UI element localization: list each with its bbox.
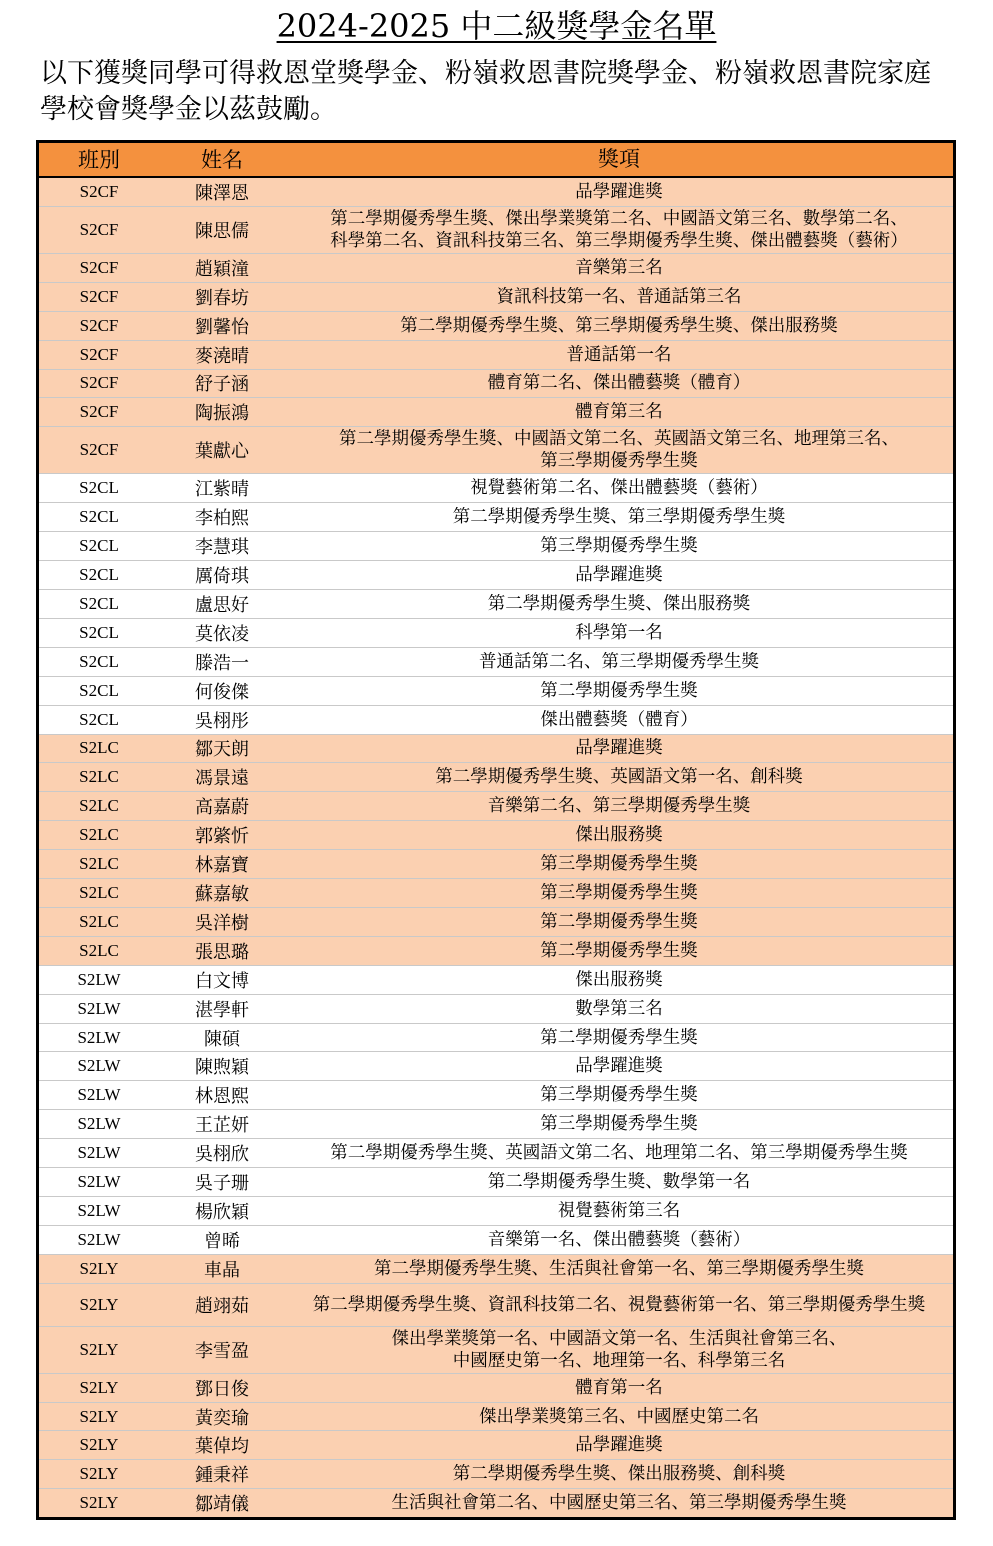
award-cell xyxy=(285,763,953,791)
table-row xyxy=(39,1197,953,1226)
class-cell: S2LW xyxy=(77,1229,121,1249)
award-cell xyxy=(285,370,953,398)
table-row xyxy=(39,207,953,254)
table-row xyxy=(39,178,953,207)
award-text: 普通話第一名 xyxy=(566,344,672,365)
class-cell: S2LW xyxy=(77,1143,121,1163)
student-name-cell: 趙穎潼 xyxy=(195,258,249,280)
award-cell xyxy=(285,1139,953,1167)
class-cell: S2CF xyxy=(79,315,119,335)
award-text: 第二學期優秀學生獎 xyxy=(540,680,698,701)
award-cell xyxy=(285,619,953,647)
table-row xyxy=(39,1374,953,1403)
award-text: 普通話第二名、第三學期優秀學生獎 xyxy=(479,651,759,672)
student-name-cell: 陳澤恩 xyxy=(195,182,249,204)
table-row xyxy=(39,1110,953,1139)
table-header-row xyxy=(39,143,953,178)
table-row xyxy=(39,792,953,821)
award-cell xyxy=(285,792,953,820)
class-cell: S2LC xyxy=(79,854,119,874)
award-text: 品學躍進獎 xyxy=(575,565,663,586)
award-text: 品學躍進獎 xyxy=(575,738,663,759)
table-row xyxy=(39,398,953,427)
award-text: 中國歷史第一名、地理第一名、科學第三名 xyxy=(452,1350,786,1371)
student-name-cell: 楊欣穎 xyxy=(195,1201,249,1223)
award-text: 科學第一名 xyxy=(575,622,663,643)
class-cell: S2LC xyxy=(79,825,119,845)
award-text: 傑出學業獎第一名、中國語文第一名、生活與社會第三名、 xyxy=(391,1328,847,1349)
table-row xyxy=(39,821,953,850)
award-cell xyxy=(285,1374,953,1402)
award-cell xyxy=(285,1168,953,1196)
award-cell xyxy=(285,283,953,311)
student-name-cell: 曾晞 xyxy=(204,1230,240,1252)
class-cell: S2CL xyxy=(79,565,119,585)
award-cell xyxy=(285,1431,953,1459)
class-cell: S2LW xyxy=(77,1200,121,1220)
class-cell: S2LY xyxy=(79,1258,119,1278)
table-row xyxy=(39,763,953,792)
class-cell: S2LY xyxy=(79,1464,119,1484)
class-cell: S2LW xyxy=(77,998,121,1018)
award-cell xyxy=(285,1197,953,1225)
student-name-cell: 陳思儒 xyxy=(195,220,249,242)
award-text: 第二學期優秀學生獎、英國語文第二名、地理第二名、第三學期優秀學生獎 xyxy=(330,1143,908,1164)
award-cell xyxy=(285,1284,953,1326)
student-name-cell: 莫依凌 xyxy=(195,623,249,645)
table-row xyxy=(39,1168,953,1197)
student-name-cell: 馮景遠 xyxy=(195,768,249,790)
award-cell xyxy=(285,398,953,426)
award-text: 品學躍進獎 xyxy=(575,181,663,202)
table-row xyxy=(39,908,953,937)
award-cell xyxy=(285,1024,953,1052)
table-row xyxy=(39,370,953,399)
award-cell xyxy=(285,1110,953,1138)
class-cell: S2LC xyxy=(79,940,119,960)
award-text: 音樂第一名、傑出體藝獎（藝術） xyxy=(487,1229,751,1250)
award-text: 第三學期優秀學生獎 xyxy=(540,536,698,557)
class-cell: S2LW xyxy=(77,1114,121,1134)
table-row xyxy=(39,561,953,590)
class-cell: S2LC xyxy=(79,796,119,816)
award-cell xyxy=(285,427,953,473)
award-text: 資訊科技第一名、普通話第三名 xyxy=(496,286,742,307)
table-row xyxy=(39,1327,953,1374)
table-row xyxy=(39,1139,953,1168)
award-text: 傑出服務獎 xyxy=(575,825,663,846)
class-cell: S2CL xyxy=(79,622,119,642)
award-cell xyxy=(285,966,953,994)
award-cell xyxy=(285,677,953,705)
table-row xyxy=(39,1403,953,1432)
award-text: 音樂第三名 xyxy=(575,257,663,278)
class-cell: S2LW xyxy=(77,1172,121,1192)
table-row xyxy=(39,1024,953,1053)
award-text: 第二學期優秀學生獎 xyxy=(540,1027,698,1048)
table-row xyxy=(39,648,953,677)
class-cell: S2CL xyxy=(79,478,119,498)
award-text: 傑出體藝獎（體育） xyxy=(540,709,698,730)
award-text: 第二學期優秀學生獎 xyxy=(540,940,698,961)
award-text: 視覺藝術第二名、傑出體藝獎（藝術） xyxy=(470,478,768,499)
table-row xyxy=(39,1255,953,1284)
student-name-cell: 江紫晴 xyxy=(195,479,249,501)
intro-text: 以下獲獎同學可得救恩堂獎學金、粉嶺救恩書院獎學金、粉嶺救恩書院家庭學校會獎學金以茲鼓勵。 xyxy=(40,58,931,125)
class-cell: S2CF xyxy=(79,257,119,277)
award-cell xyxy=(285,1255,953,1283)
header-name: 姓名 xyxy=(201,148,243,173)
award-cell xyxy=(285,1460,953,1488)
student-name-cell: 吳栩彤 xyxy=(195,710,249,732)
student-name-cell: 吳洋樹 xyxy=(195,912,249,934)
award-text: 體育第三名 xyxy=(575,402,663,423)
student-name-cell: 林嘉寶 xyxy=(195,855,249,877)
scholarship-table xyxy=(36,140,956,1520)
award-text: 第二學期優秀學生獎、傑出服務獎、創科獎 xyxy=(452,1464,786,1485)
award-text: 傑出服務獎 xyxy=(575,969,663,990)
table-row xyxy=(39,283,953,312)
table-row xyxy=(39,850,953,879)
student-name-cell: 李柏熙 xyxy=(195,508,249,530)
award-cell xyxy=(285,1327,953,1373)
award-cell xyxy=(285,532,953,560)
class-cell: S2LC xyxy=(79,738,119,758)
award-text: 第三學期優秀學生獎 xyxy=(540,1114,698,1135)
student-name-cell: 張思璐 xyxy=(195,941,249,963)
award-text: 第二學期優秀學生獎、傑出學業獎第二名、中國語文第三名、數學第二名、 xyxy=(330,208,908,229)
student-name-cell: 鄒天朗 xyxy=(195,739,249,761)
table-row xyxy=(39,1226,953,1255)
class-cell: S2CF xyxy=(79,181,119,201)
award-cell xyxy=(285,937,953,965)
table-row xyxy=(39,532,953,561)
award-text: 生活與社會第二名、中國歷史第三名、第三學期優秀學生獎 xyxy=(391,1493,847,1514)
page-title: 2024-2025 中二級獎學金名單 xyxy=(276,7,717,45)
student-name-cell: 湛學軒 xyxy=(195,999,249,1021)
student-name-cell: 吳子珊 xyxy=(195,1173,249,1195)
student-name-cell: 陳碩 xyxy=(204,1028,240,1050)
student-name-cell: 車晶 xyxy=(204,1259,240,1281)
class-cell: S2CF xyxy=(79,219,119,239)
student-name-cell: 劉春坊 xyxy=(195,287,249,309)
table-row xyxy=(39,590,953,619)
award-text: 體育第一名 xyxy=(575,1377,663,1398)
award-text: 第二學期優秀學生獎、第三學期優秀學生獎 xyxy=(452,507,786,528)
award-cell xyxy=(285,908,953,936)
class-cell: S2LY xyxy=(79,1377,119,1397)
table-row xyxy=(39,677,953,706)
award-text: 體育第二名、傑出體藝獎（體育） xyxy=(487,373,751,394)
award-cell xyxy=(285,254,953,282)
student-name-cell: 李慧琪 xyxy=(195,537,249,559)
class-cell: S2LC xyxy=(79,767,119,787)
table-row xyxy=(39,503,953,532)
student-name-cell: 郭綮忻 xyxy=(195,826,249,848)
class-cell: S2LC xyxy=(79,911,119,931)
award-cell xyxy=(285,995,953,1023)
award-text: 傑出學業獎第三名、中國歷史第二名 xyxy=(479,1406,759,1427)
award-cell xyxy=(285,735,953,763)
award-text: 數學第三名 xyxy=(575,998,663,1019)
student-name-cell: 劉馨怡 xyxy=(195,316,249,338)
award-cell xyxy=(285,178,953,206)
table-row xyxy=(39,937,953,966)
table-row xyxy=(39,1284,953,1327)
student-name-cell: 王芷妍 xyxy=(195,1115,249,1137)
student-name-cell: 鍾秉祥 xyxy=(195,1465,249,1487)
table-row xyxy=(39,1489,953,1517)
class-cell: S2CF xyxy=(79,286,119,306)
class-cell: S2LW xyxy=(77,1027,121,1047)
award-text: 第二學期優秀學生獎、傑出服務獎 xyxy=(487,593,751,614)
table-row xyxy=(39,1052,953,1081)
award-text: 品學躍進獎 xyxy=(575,1435,663,1456)
student-name-cell: 蘇嘉敏 xyxy=(195,884,249,905)
table-row xyxy=(39,341,953,370)
student-name-cell: 陶振鴻 xyxy=(195,403,249,425)
student-name-cell: 林恩熙 xyxy=(195,1086,249,1108)
award-cell xyxy=(285,1226,953,1254)
student-name-cell: 陳煦穎 xyxy=(195,1057,249,1079)
award-text: 第二學期優秀學生獎、資訊科技第二名、視覺藝術第一名、第三學期優秀學生獎 xyxy=(312,1294,926,1315)
class-cell: S2CL xyxy=(79,651,119,671)
table-row xyxy=(39,474,953,503)
award-cell xyxy=(285,561,953,589)
table-row xyxy=(39,995,953,1024)
award-text: 第二學期優秀學生獎、中國語文第二名、英國語文第三名、地理第三名、 xyxy=(339,429,899,450)
student-name-cell: 舒子涵 xyxy=(195,374,249,396)
student-name-cell: 葉倬均 xyxy=(195,1436,249,1458)
award-text: 第三學期優秀學生獎 xyxy=(540,883,698,903)
award-text: 第二學期優秀學生獎、生活與社會第一名、第三學期優秀學生獎 xyxy=(374,1258,864,1279)
award-text: 品學躍進獎 xyxy=(575,1056,663,1077)
student-name-cell: 葉獻心 xyxy=(195,441,249,463)
class-cell: S2CF xyxy=(79,440,119,460)
table-row xyxy=(39,312,953,341)
class-cell: S2CL xyxy=(79,507,119,527)
award-text: 第二學期優秀學生獎、數學第一名 xyxy=(487,1172,751,1193)
table-row xyxy=(39,619,953,648)
student-name-cell: 何俊傑 xyxy=(195,681,249,703)
class-cell: S2CF xyxy=(79,344,119,364)
award-text: 音樂第二名、第三學期優秀學生獎 xyxy=(487,796,751,817)
table-row xyxy=(39,966,953,995)
table-row xyxy=(39,706,953,735)
class-cell: S2LW xyxy=(77,969,121,989)
award-cell xyxy=(285,706,953,734)
award-text: 第二學期優秀學生獎、英國語文第一名、創科獎 xyxy=(435,767,803,788)
award-cell xyxy=(285,503,953,531)
award-cell xyxy=(285,207,953,253)
class-cell: S2LW xyxy=(77,1056,121,1076)
award-text: 視覺藝術第三名 xyxy=(557,1200,681,1221)
award-cell xyxy=(285,1081,953,1109)
header-award: 獎項 xyxy=(598,147,640,172)
class-cell: S2LY xyxy=(79,1294,119,1314)
class-cell: S2LY xyxy=(79,1435,119,1455)
award-cell xyxy=(285,1403,953,1431)
class-cell: S2CL xyxy=(79,536,119,556)
student-name-cell: 麥澆晴 xyxy=(195,345,249,367)
class-cell: S2LW xyxy=(77,1085,121,1105)
student-name-cell: 白文博 xyxy=(195,970,249,992)
award-text: 科學第二名、資訊科技第三名、第三學期優秀學生獎、傑出體藝獎（藝術） xyxy=(330,230,908,251)
class-cell: S2LY xyxy=(79,1493,119,1513)
table-row xyxy=(39,735,953,764)
student-name-cell: 李雪盈 xyxy=(195,1340,249,1362)
class-cell: S2CF xyxy=(79,402,119,422)
table-row xyxy=(39,1081,953,1110)
table-row xyxy=(39,254,953,283)
award-cell xyxy=(285,821,953,849)
award-cell xyxy=(285,1489,953,1517)
student-name-cell: 厲倚琪 xyxy=(195,566,249,588)
header-class: 班別 xyxy=(78,148,120,173)
student-name-cell: 鄧日俊 xyxy=(195,1378,249,1400)
table-row xyxy=(39,879,953,908)
student-name-cell: 趙翊茹 xyxy=(195,1295,249,1317)
class-cell: S2CL xyxy=(79,680,119,700)
class-cell: S2CL xyxy=(79,709,119,729)
award-cell xyxy=(285,341,953,369)
class-cell: S2LC xyxy=(79,883,119,902)
award-cell xyxy=(285,879,953,907)
student-name-cell: 高嘉蔚 xyxy=(195,797,249,819)
class-cell: S2LY xyxy=(79,1406,119,1426)
award-text: 第三學期優秀學生獎 xyxy=(540,451,698,472)
award-cell xyxy=(285,312,953,340)
class-cell: S2CF xyxy=(79,373,119,393)
table-row xyxy=(39,1431,953,1460)
award-cell xyxy=(285,1052,953,1080)
award-text: 第三學期優秀學生獎 xyxy=(540,854,698,875)
class-cell: S2CL xyxy=(79,593,119,613)
award-text: 第二學期優秀學生獎 xyxy=(540,911,698,932)
student-name-cell: 鄒靖儀 xyxy=(195,1494,249,1516)
table-row xyxy=(39,427,953,474)
award-cell xyxy=(285,850,953,878)
student-name-cell: 黃奕瑜 xyxy=(195,1407,249,1429)
table-row xyxy=(39,1460,953,1489)
award-text: 第二學期優秀學生獎、第三學期優秀學生獎、傑出服務獎 xyxy=(400,315,838,336)
award-cell xyxy=(285,590,953,618)
student-name-cell: 盧思好 xyxy=(195,594,249,616)
award-text: 第三學期優秀學生獎 xyxy=(540,1085,698,1106)
award-cell xyxy=(285,474,953,502)
student-name-cell: 滕浩一 xyxy=(195,652,249,674)
class-cell: S2LY xyxy=(79,1339,119,1359)
award-cell xyxy=(285,648,953,676)
student-name-cell: 吳栩欣 xyxy=(195,1144,249,1166)
